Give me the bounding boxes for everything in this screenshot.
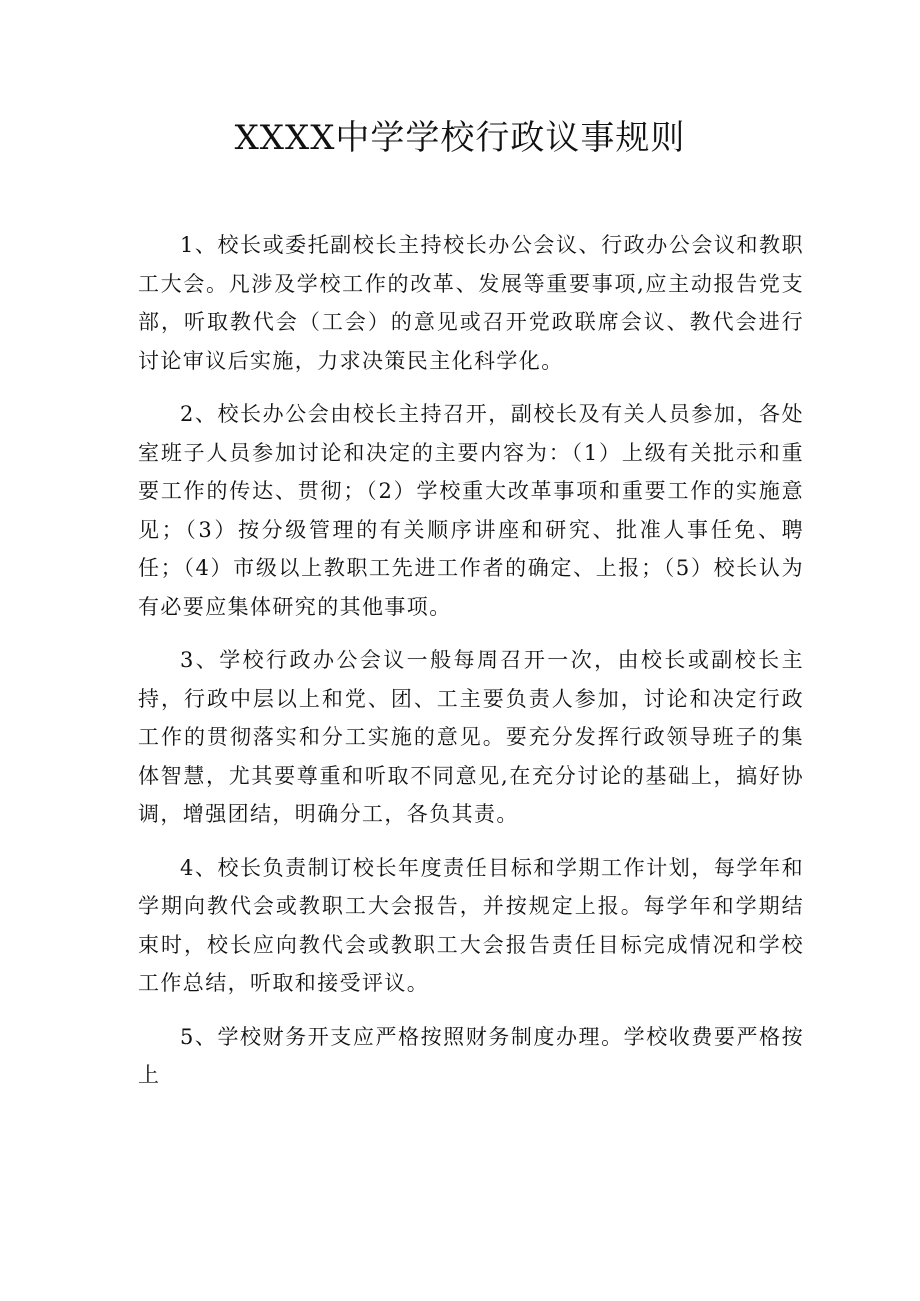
paragraph-2: 2、校长办公会由校长主持召开，副校长及有关人员参加，各处室班子人员参加讨论和决定的主要内容为：（1）上级有关批示和重要工作的传达、贯彻；（2）学校重大改革事项和重要工作的实施意见；（3）按分级管理的有关顺序讲座和研究、批准人事任免、聘任；（4）市级以上教职工先进工作者的确定、上报；（5）校长认为有必要应集体研究的其他事项。 [138, 402, 804, 619]
paragraph-3: 3、学校行政办公会议一般每周召开一次，由校长或副校长主持，行政中层以上和党、团、工主要负责人参加，讨论和决定行政工作的贯彻落实和分工实施的意见。要充分发挥行政领导班子的集体智慧，尤其要尊重和听取不同意见,在充分讨论的基础上，搞好协调，增强团结，明确分工，各负其责。 [138, 648, 804, 826]
paragraph-1: 1、校长或委托副校长主持校长办公会议、行政办公会议和教职工大会。凡涉及学校工作的改革、发展等重要事项,应主动报告党支部，听取教代会（工会）的意见或召开党政联席会议、教代会进行讨论审议后实施，力求决策民主化科学化。 [138, 233, 804, 373]
paragraph-5: 5、学校财务开支应严格按照财务制度办理。学校收费要严格按上 [138, 1024, 804, 1087]
document-title: XXXX中学学校行政议事规则 [234, 118, 686, 158]
paragraph-4: 4、校长负责制订校长年度责任目标和学期工作计划，每学年和学期向教代会或教职工大会报告，并按规定上报。每学年和学期结束时，校长应向教代会或教职工大会报告责任目标完成情况和学校工作总结，听取和接受评议。 [138, 855, 804, 995]
document-body [138, 226, 804, 1110]
